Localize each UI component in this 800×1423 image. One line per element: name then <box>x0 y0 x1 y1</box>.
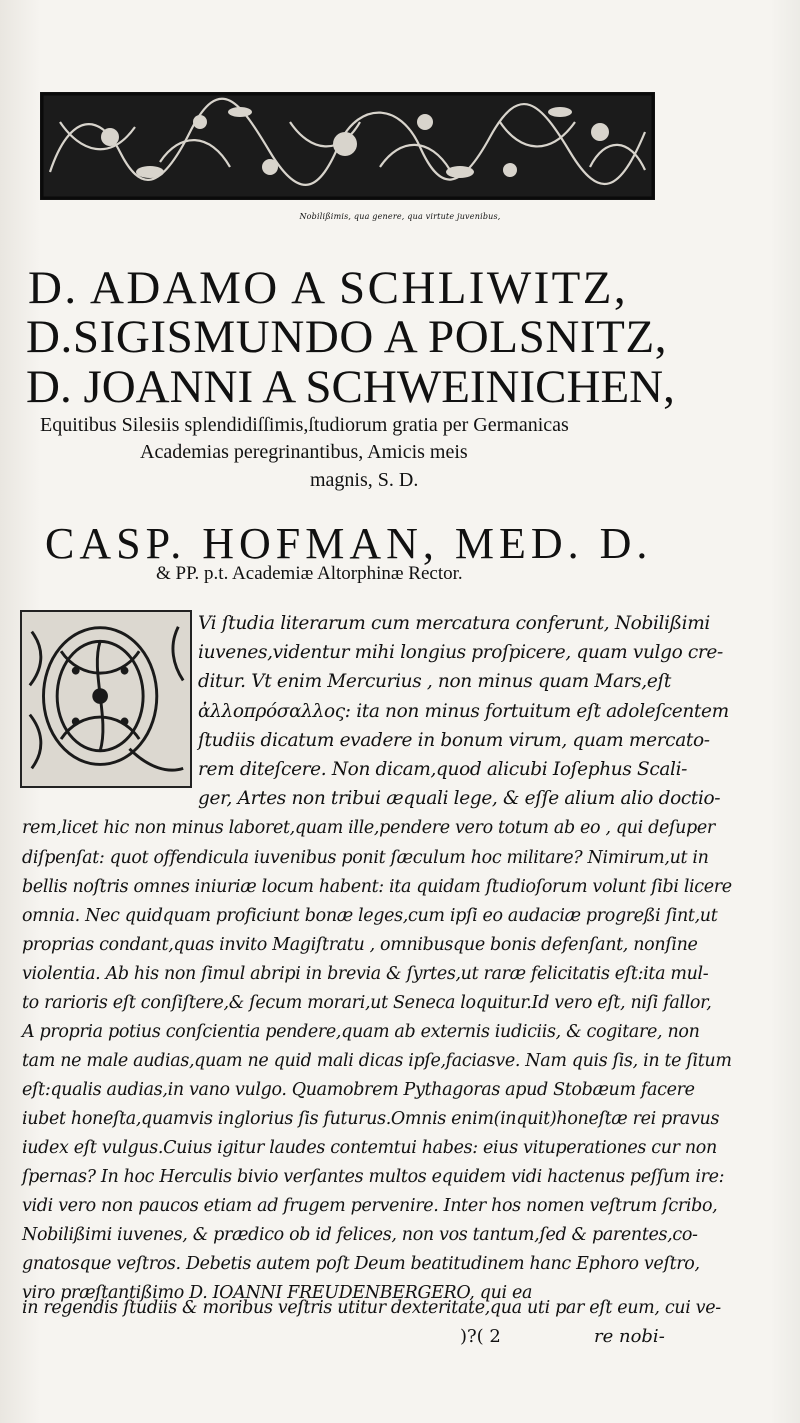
body-line-22: Nobilißimi iuvenes, & prædico ob id felices, non vos tantum,ſed & parentes,co- <box>22 1225 698 1245</box>
author-name: CASP. HOFMAN, MED. D. <box>45 519 653 568</box>
body-line-1: Vi ſtudia literarum cum mercatura conferunt, Nobilißimi <box>198 613 710 634</box>
dedicatee-name-3: D. JOANNI A SCHWEINICHEN, <box>26 361 675 413</box>
body-line-20: ſpernas? In hoc Herculis bivio verſantes multos equidem vidi hactenus peſſum ire: <box>22 1167 725 1187</box>
body-line-14: to rarioris eſt conſiſtere,& ſecum morari,ut Seneca loquitur.Id vero eſt, niſi fallor, <box>22 993 712 1013</box>
body-line-21: vidi vero non paucos etiam ad frugem pervenire. Inter hos nomen veſtrum ſcribo, <box>22 1196 718 1216</box>
body-line-8: rem,licet hic non minus laboret,quam ille,pendere vero totum ab eo , qui deſuper <box>22 818 715 838</box>
author-role: & PP. p.t. Academiæ Altorphinæ Rector. <box>156 563 463 584</box>
body-line-25: in regendis ſtudiis & moribus veſtris utitur dexteritate,qua uti par eſt eum, cui ve- <box>22 1298 721 1318</box>
body-line-17: eſt:qualis audias,in vano vulgo. Quamobrem Pythagoras apud Stobæum facere <box>22 1080 695 1100</box>
dedication-line: Nobilißimis, qua genere, qua virtute juvenibus, <box>299 212 501 221</box>
body-line-9: diſpenſat: quot offendicula iuvenibus ponit ſæculum hoc militare? Nimirum,ut in <box>22 848 709 868</box>
subtitle-line-2: Academias peregrinantibus, Amicis meis <box>140 441 468 463</box>
body-line-6: rem diteſcere. Non dicam,quod alicubi Ioſephus Scali- <box>198 759 688 780</box>
woodcut-headpiece <box>40 92 655 200</box>
body-line-18: iubet honeſta,quamvis inglorius ſis futurus.Omnis enim(inquit)honeſtæ rei pravus <box>22 1109 720 1129</box>
body-line-24: viro præſtantißimo D. IOANNI FREUDENBERGERO, qui ea <box>22 1283 533 1303</box>
subtitle-line-1: Equitibus Silesiis splendidiſſimis,ſtudiorum gratia per Germanicas <box>40 414 569 436</box>
signature-mark: )?( 2 <box>460 1326 501 1347</box>
body-line-19: iudex eſt vulgus.Cuius igitur laudes contemtui habes: eius vituperationes cur non <box>22 1138 717 1158</box>
body-line-13: violentia. Ab his non ſimul abripi in brevia & ſyrtes,ut raræ felicitatis eſt:ita mul- <box>22 964 709 984</box>
body-line-16: tam ne male audias,quam ne quid mali dicas ipſe,faciasve. Nam quis ſis, in te ſitum <box>22 1051 732 1071</box>
body-line-7: ger, Artes non tribui æquali lege, & eſſe alium alio doctio- <box>198 788 721 809</box>
subtitle-line-3: magnis, S. D. <box>310 469 419 491</box>
body-line-4: ἀλλοπρόσαλλος: ita non minus fortuitum eſt adoleſcentem <box>198 701 729 722</box>
body-line-2: iuvenes,videntur mihi longius proſpicere, quam vulgo cre- <box>198 642 723 663</box>
body-line-10: bellis noſtris omnes iniuriæ locum habent: ita quidam ſtudioſorum volunt ſibi licere <box>22 877 732 897</box>
decorated-initial-q <box>20 610 192 788</box>
body-line-3: ditur. Vt enim Mercurius , non minus quam Mars,eſt <box>198 671 672 692</box>
dedicatee-name-1: D. ADAMO A SCHLIWITZ, <box>28 262 629 314</box>
body-line-15: A propria potius conſcientia pendere,quam ab externis iudiciis, & cogitare, non <box>22 1022 700 1042</box>
body-line-11: omnia. Nec quidquam proficiunt bonæ leges,cum ipſi eo audaciæ progreßi ſint,ut <box>22 906 718 926</box>
body-line-12: proprias condant,quas invito Magiſtratu , omnibusque bonis defenſant, nonſine <box>22 935 698 955</box>
catchword: re nobi- <box>594 1326 665 1347</box>
dedicatee-name-2: D.SIGISMUNDO A POLSNITZ, <box>26 311 668 363</box>
body-line-5: ſtudiis dicatum evadere in bonum virum, quam mercato- <box>198 730 710 751</box>
body-line-23: gnatosque veſtros. Debetis autem poſt Deum beatitudinem hanc Ephoro veſtro, <box>22 1254 700 1274</box>
